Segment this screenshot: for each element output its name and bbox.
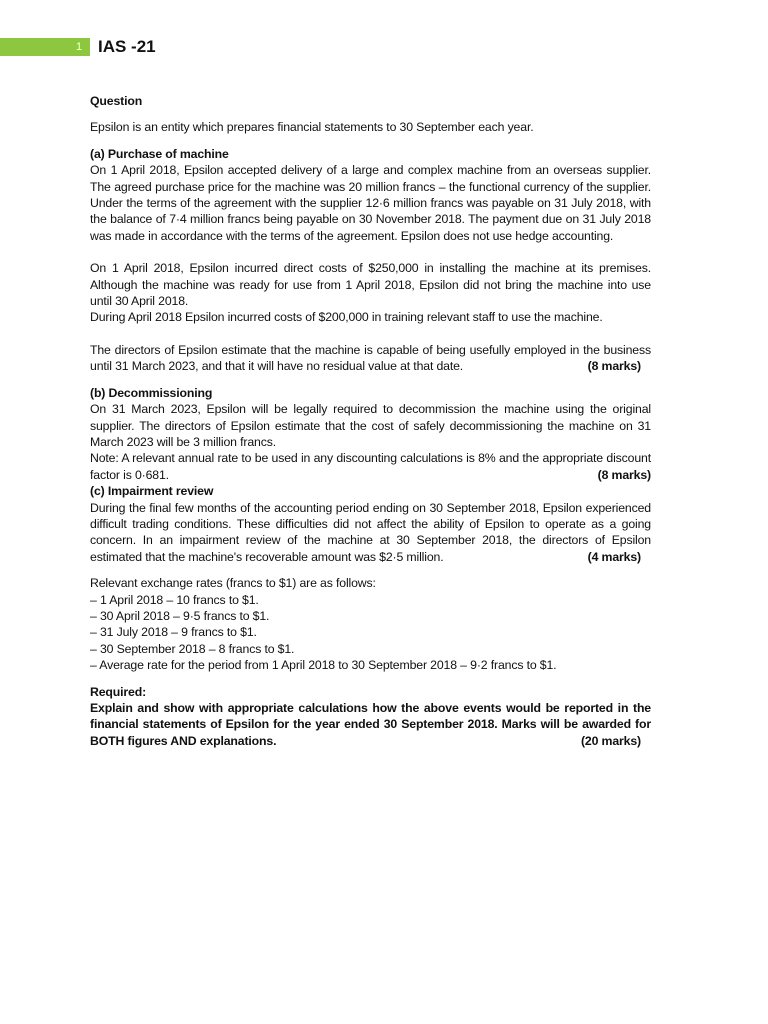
rate-item: – 1 April 2018 – 10 francs to $1. <box>90 592 259 607</box>
part-a-marks: (8 marks) <box>587 359 641 374</box>
required-title: Required: <box>90 684 147 699</box>
part-a-paragraph-1: On 1 April 2018, Epsilon accepted delivery of a large and complex machine from an overseas supplier. The agreed purchase price for the machine was 20 million francs – the functional currency of the supplier. Under the terms of the agreement with the supplier 12·6 million francs was payable on 31 July 2018, with the balance of 7·4 million francs being payable on 30 November 2018. The payment due on 31 July 2018 was made in accordance with the terms of the agreement. Epsilon does not use hedge accounting. <box>90 163 651 243</box>
part-c-paragraph-1 <box>90 500 651 566</box>
part-a-title: (a) Purchase of machine <box>90 146 229 161</box>
part-b-paragraph-1: On 31 March 2023, Epsilon will be legally required to decommission the machine using the original supplier. The directors of Epsilon estimate that the cost of safely decommissioning the machine on 31 March 2023 will be 3 million francs. <box>90 402 651 449</box>
required-text-body: Explain and show with appropriate calculations how the above events would be reported in the financial statements of Epsilon for the year ended 30 September 2018. Marks will be awarded for BOTH figures AND explanations. <box>90 701 651 748</box>
intro-paragraph: Epsilon is an entity which prepares financial statements to 30 September each year. <box>90 120 534 135</box>
exchange-rate-list <box>90 592 651 674</box>
document-title: IAS -21 <box>98 37 156 56</box>
rate-item: – 31 July 2018 – 9 francs to $1. <box>90 625 257 640</box>
document-body <box>90 93 651 749</box>
part-c-paragraph-1-text: During the final few months of the accounting period ending on 30 September 2018, Epsilon experienced difficult trading conditions. These difficulties did not affect the ability of Epsilon to operate as a going concern. In an impairment review of the machine at 30 September 2018, the directors of Epsilon estimated that the machine's recoverable amount was $2·5 million. <box>90 500 651 564</box>
rates-intro: Relevant exchange rates (francs to $1) are as follows: <box>90 576 376 591</box>
required-marks: (20 marks) <box>580 733 641 748</box>
page-number: 1 <box>75 41 83 53</box>
rate-item: – Average rate for the period from 1 April 2018 to 30 September 2018 – 9·2 francs to $1. <box>90 658 557 673</box>
required-text <box>90 700 651 749</box>
part-b-title: (b) Decommissioning <box>90 385 213 400</box>
rate-item: – 30 September 2018 – 8 francs to $1. <box>90 641 295 656</box>
part-b-paragraph-2 <box>90 450 651 483</box>
page-header <box>0 36 360 58</box>
rate-item: – 30 April 2018 – 9·5 francs to $1. <box>90 608 270 623</box>
question-heading: Question <box>90 94 143 108</box>
part-a-paragraph-4-text: The directors of Epsilon estimate that the machine is capable of being usefully employed in the business until 31 March 2023, and that it will have no residual value at that date. <box>90 342 651 374</box>
part-a-paragraph-2: On 1 April 2018, Epsilon incurred direct costs of $250,000 in installing the machine at its premises. Although the machine was ready for use from 1 April 2018, Epsilon did not bring the machine into use until 30 April 2018. <box>90 261 651 309</box>
part-b-paragraph-2-text: Note: A relevant annual rate to be used in any discounting calculations is 8% and the appropriate discount factor is 0·681. <box>90 451 651 482</box>
part-a-paragraph-4 <box>90 342 651 375</box>
part-c-marks: (4 marks) <box>587 549 641 564</box>
part-c-title: (c) Impairment review <box>90 484 214 499</box>
part-b-marks: (8 marks) <box>597 467 651 482</box>
part-a-paragraph-3: During April 2018 Epsilon incurred costs of $200,000 in training relevant staff to use the machine. <box>90 310 603 325</box>
